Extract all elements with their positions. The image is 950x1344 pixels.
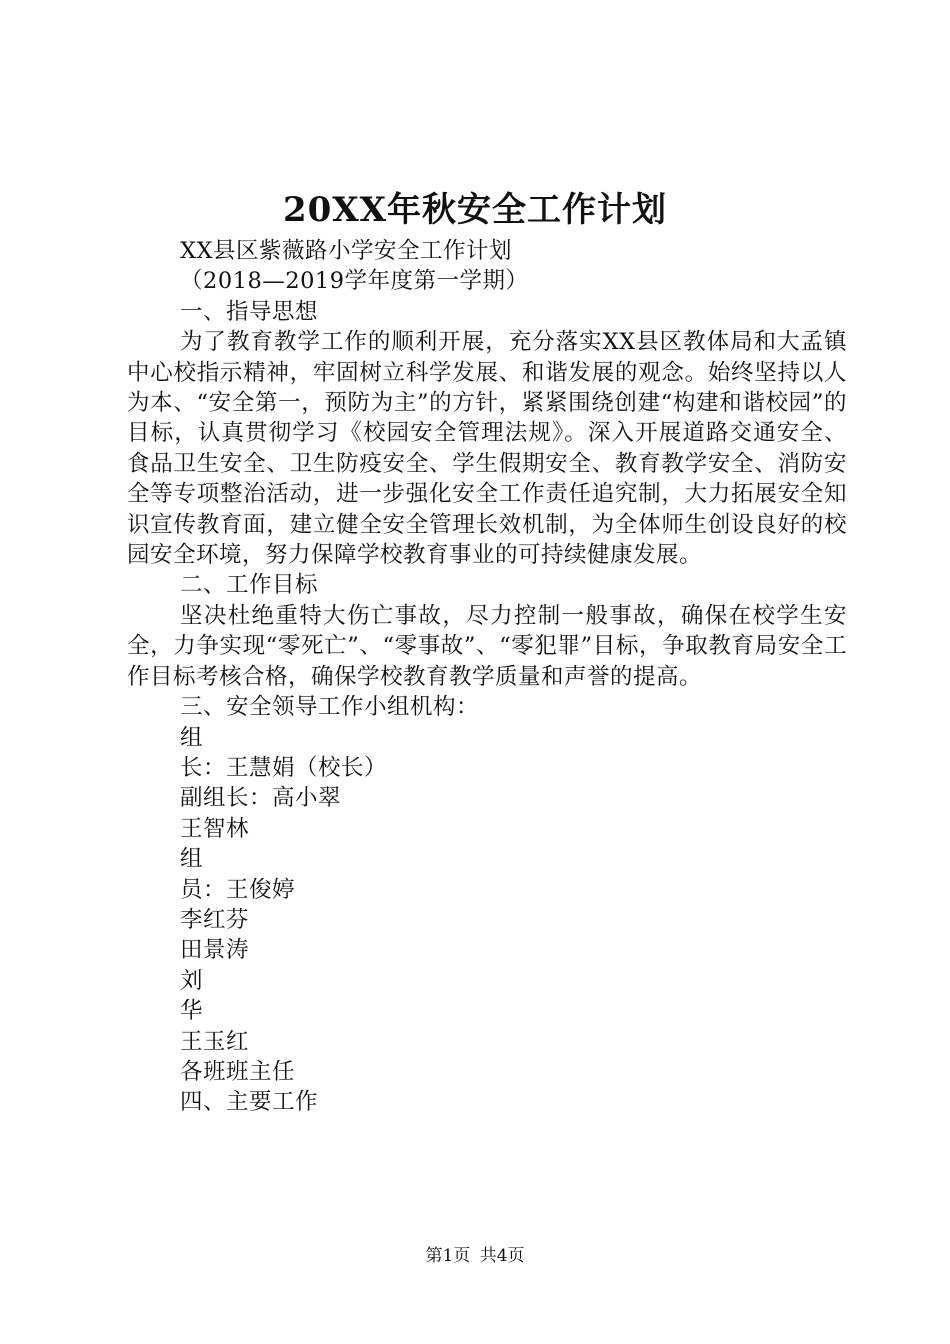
org-line: 王玉红 xyxy=(180,1028,250,1055)
document-body xyxy=(127,236,847,1118)
page-footer xyxy=(0,1244,950,1268)
org-line: 员：王俊婷 xyxy=(180,876,296,903)
section-heading-work-goals: 二、工作目标 xyxy=(180,572,319,599)
org-line: 组 xyxy=(180,846,204,873)
section-heading-guiding-ideology: 一、指导思想 xyxy=(180,298,319,325)
paragraph-guiding-ideology: 为了教育教学工作的顺利开展，充分落实XX县区教体局和大孟镇中心校指示精神，牢固树立科学发展、和谐发展的观念。始终坚持以人为本、“安全第一，预防为主”的方针，紧紧围绕创建“构建和谐校园”的目标，认真贯彻学习《校园安全管理法规》。深入开展道路交通安全、食品卫生安全、卫生防疫安全、学生假期安全、教育教学安全、消防安全等专项整治活动，进一步强化安全工作责任追究制，大力拓展安全知识宣传教育面，建立健全安全管理长效机制，为全体师生创设良好的校园安全环境，努力保障学校教育事业的可持续健康发展。 xyxy=(127,329,847,569)
page-total: 共4页 xyxy=(479,1246,525,1266)
org-line: 李红芬 xyxy=(180,906,250,933)
page-number: 第1页 xyxy=(425,1246,471,1266)
org-line: 组 xyxy=(180,724,204,751)
org-line: 各班班主任 xyxy=(180,1058,296,1085)
org-line: 王智林 xyxy=(180,815,250,842)
org-line: 华 xyxy=(180,998,204,1025)
paragraph-work-goals: 坚决杜绝重特大伤亡事故，尽力控制一般事故，确保在校学生安全，力争实现“零死亡”、“零事故”、“零犯罪”目标，争取教育局安全工作目标考核合格，确保学校教育教学质量和声誉的提高。 xyxy=(127,602,847,690)
school-term: （2018—2019学年度第一学期） xyxy=(180,268,529,295)
section-heading-main-work: 四、主要工作 xyxy=(180,1089,319,1116)
org-line: 长：王慧娟（校长） xyxy=(180,754,388,781)
org-line: 副组长：高小翠 xyxy=(180,785,342,812)
school-plan-subtitle: XX县区紫薇路小学安全工作计划 xyxy=(180,238,513,264)
document-title: 20XX年秋安全工作计划 xyxy=(282,190,668,230)
org-line: 田景涛 xyxy=(180,937,250,964)
section-heading-leadership-group: 三、安全领导工作小组机构： xyxy=(180,694,480,721)
org-line: 刘 xyxy=(180,967,204,994)
